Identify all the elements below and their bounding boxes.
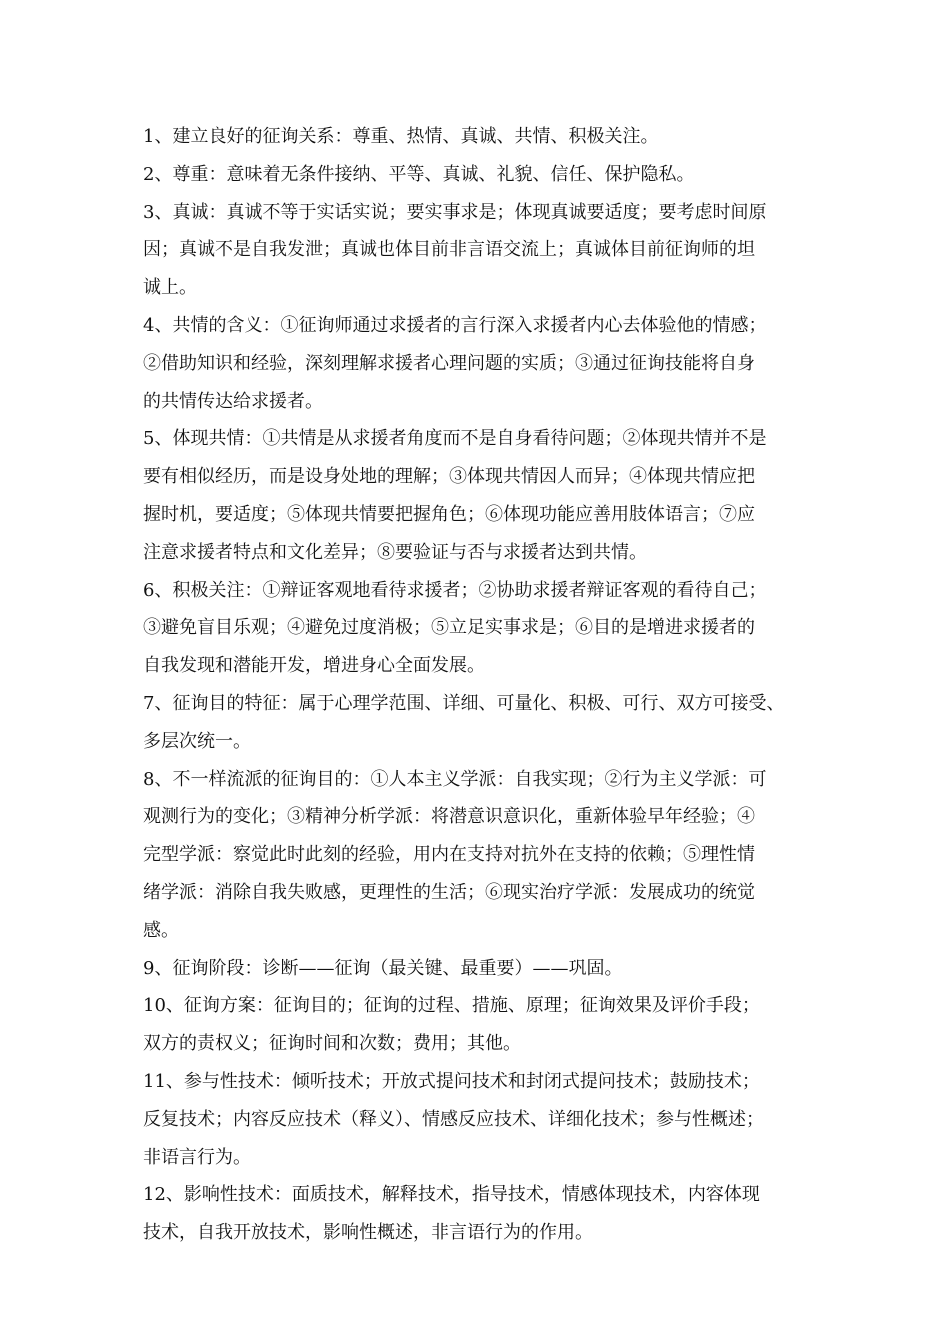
text-line: 2、尊重：意味着无条件接纳、平等、真诚、礼貌、信任、保护隐私。	[143, 163, 695, 185]
text-line: 反复技术；内容反应技术（释义）、情感反应技术、详细化技术；参与性概述；	[143, 1108, 764, 1130]
text-line: 7、征询目的特征：属于心理学范围、详细、可量化、积极、可行、双方可接受、	[143, 692, 785, 714]
text-line: 感。	[143, 919, 179, 941]
text-line: 自我发现和潜能开发，增进身心全面发展。	[143, 655, 485, 677]
text-line: 因；真诚不是自我发泄；真诚也体目前非言语交流上；真诚体目前征询师的坦	[143, 239, 755, 261]
text-line: 11、参与性技术：倾听技术；开放式提问技术和封闭式提问技术；鼓励技术；	[143, 1070, 760, 1092]
text-line: 1、建立良好的征询关系：尊重、热情、真诚、共情、积极关注。	[143, 126, 659, 147]
text-line: 12、影响性技术：面质技术，解释技术，指导技术，情感体现技术，内容体现	[143, 1184, 760, 1206]
text-line: 完型学派：察觉此时此刻的经验，用内在支持对抗外在支持的依赖；⑤理性情	[143, 844, 755, 866]
text-line: 6、积极关注：①辩证客观地看待求援者；②协助求援者辩证客观的看待自己；	[143, 579, 767, 601]
text-line: 9、征询阶段：诊断——征询（最关键、最重要）——巩固。	[143, 957, 623, 979]
text-line: 要有相似经历，而是设身处地的理解；③体现共情因人而异；④体现共情应把	[143, 466, 755, 488]
text-line: 绪学派：消除自我失败感，更理性的生活；⑥现实治疗学派：发展成功的统觉	[143, 881, 755, 903]
text-line: 诚上。	[143, 277, 197, 299]
text-line: ③避免盲目乐观；④避免过度消极；⑤立足实事求是；⑥目的是增进求援者的	[143, 617, 755, 639]
text-line: 握时机，要适度；⑤体现共情要把握角色；⑥体现功能应善用肢体语言；⑦应	[143, 503, 755, 525]
text-line: ②借助知识和经验，深刻理解求援者心理问题的实质；③通过征询技能将自身	[143, 352, 755, 374]
text-line: 观测行为的变化；③精神分析学派：将潜意识意识化，重新体验早年经验；④	[143, 806, 755, 828]
text-line: 注意求援者特点和文化差异；⑧要验证与否与求援者达到共情。	[143, 541, 647, 563]
text-line: 10、征询方案：征询目的；征询的过程、措施、原理；征询效果及评价手段；	[143, 995, 760, 1017]
text-line: 4、共情的含义：①征询师通过求援者的言行深入求援者内心去体验他的情感；	[143, 314, 767, 336]
text-line: 多层次统一。	[143, 730, 251, 752]
text-line: 的共情传达给求援者。	[143, 390, 323, 412]
text-line: 8、不一样流派的征询目的：①人本主义学派：自我实现；②行为主义学派：可	[143, 768, 767, 790]
document-body	[143, 118, 823, 1252]
text-line: 5、体现共情：①共情是从求援者角度而不是自身看待问题；②体现共情并不是	[143, 428, 767, 450]
text-line: 非语言行为。	[143, 1146, 251, 1168]
text-line: 3、真诚：真诚不等于实话实说；要实事求是；体现真诚要适度；要考虑时间原	[143, 201, 767, 223]
text-line: 技术，自我开放技术，影响性概述，非言语行为的作用。	[143, 1222, 593, 1244]
text-line: 双方的责权义；征询时间和次数；费用；其他。	[143, 1033, 521, 1055]
